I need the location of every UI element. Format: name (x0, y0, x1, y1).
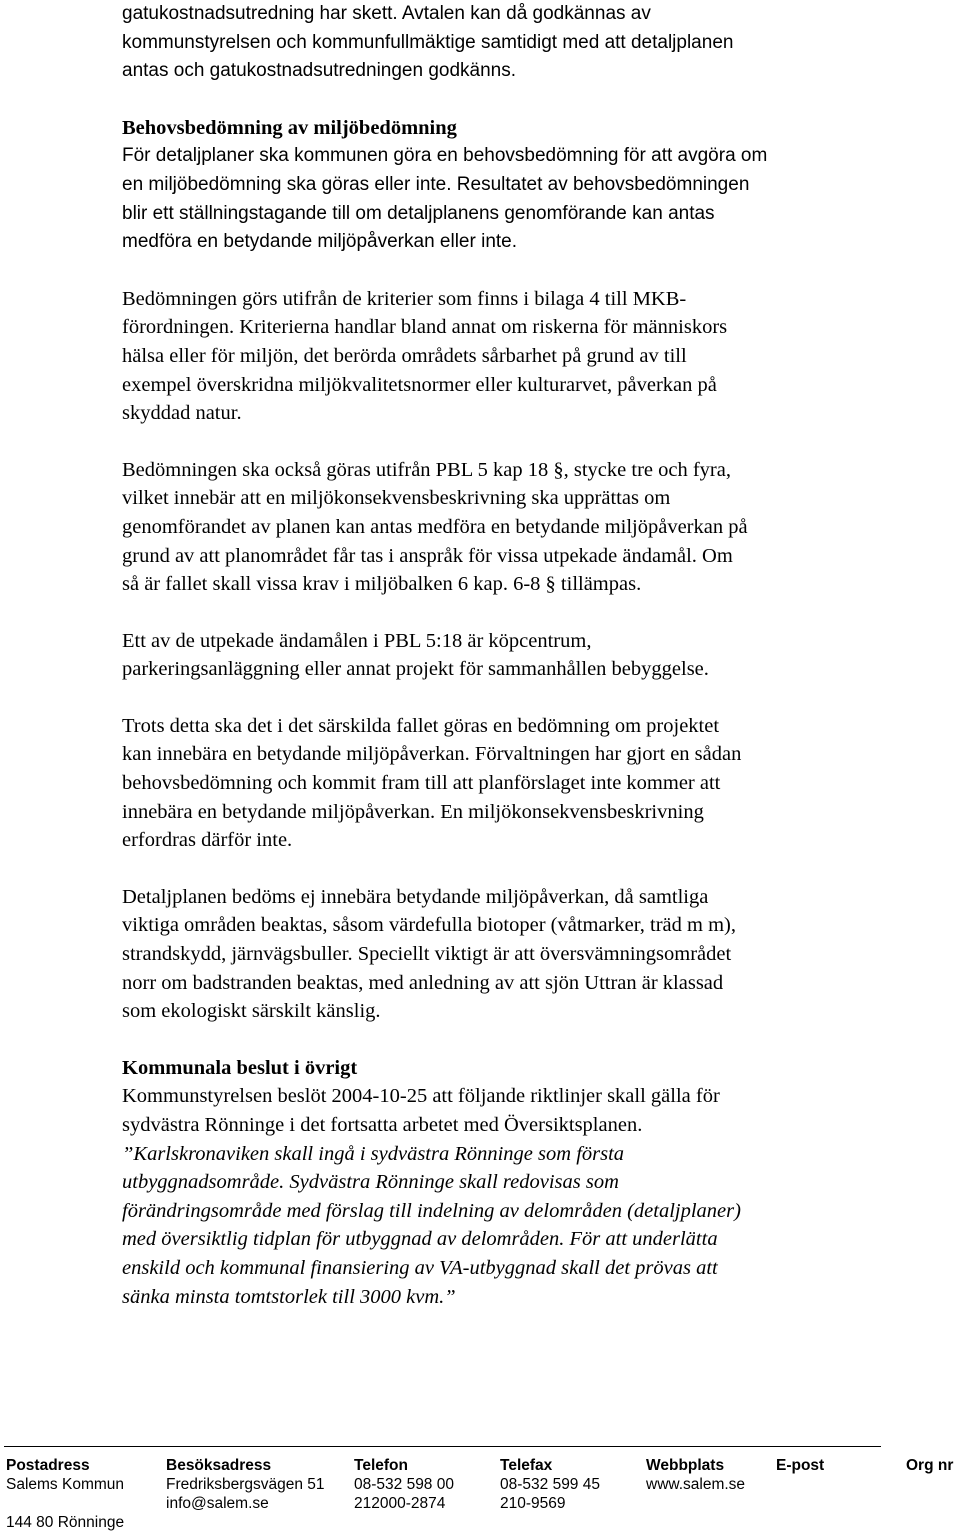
text-line: som ekologiskt särskilt känslig. (122, 1000, 381, 1023)
text-line: sänka minsta tomtstorlek till 3000 kvm.” (122, 1285, 456, 1308)
footer-orgnr-value: 212000-2874 (354, 1495, 446, 1512)
quote-riktlinjer (122, 1140, 892, 1312)
text-line: grund av att planområdet får tas i anspråk för vissa utpekade ändamål. Om (122, 544, 733, 567)
text-line: medföra en betydande miljöpåverkan eller inte. (122, 231, 518, 253)
footer-header-besoksadress: Besöksadress (166, 1457, 272, 1474)
footer-epost-link[interactable]: info@salem.se (166, 1495, 269, 1512)
paragraph-intro (122, 0, 892, 86)
text-line: Detaljplanen bedöms ej innebära betydande miljöpåverkan, då samtliga (122, 885, 709, 908)
text-line: För detaljplaner ska kommunen göra en behovsbedömning för att avgöra om (122, 145, 768, 167)
footer-header-telefax: Telefax (500, 1457, 553, 1474)
text-line (122, 171, 892, 200)
footer-header-postadress: Postadress (6, 1457, 90, 1474)
text-line: behovsbedömning och kommit fram till att planförslaget inte kommer att (122, 772, 721, 795)
footer-webbplats-link[interactable]: www.salem.se (646, 1476, 746, 1493)
text-line: utbyggnadsområde. Sydvästra Rönninge skall redovisas som (122, 1171, 619, 1194)
text-run: förordningen. (122, 316, 235, 339)
footer-postadress-name: Salems Kommun (6, 1476, 125, 1493)
footer-header-orgnr: Org nr (906, 1457, 954, 1474)
text-line: norr om badstranden beaktas, med anledning av att sjön Uttran är klassad (122, 971, 724, 994)
text-line: ”Karlskronaviken skall ingå i sydvästra Rönninge som första (122, 1142, 625, 1165)
text-line: Bedömningen görs utifrån de kriterier som finns i bilaga 4 till MKB- (122, 287, 687, 310)
footer-postgiro-value: 210-9569 (500, 1495, 566, 1512)
text-line: skyddad natur. (122, 402, 242, 425)
text-run: Kriterierna handlar bland annat om riskerna för människors (239, 316, 728, 339)
text-line: viktiga områden beaktas, såsom värdefulla biotoper (våtmarker, träd m m), (122, 914, 736, 937)
text-line: strandskydd, järnvägsbuller. Speciellt viktigt är att översvämningsområdet (122, 943, 732, 966)
footer-divider (4, 1446, 881, 1447)
text-line: förändringsområde med förslag till indelning av delområden (detaljplaner) (122, 1199, 741, 1222)
text-line: Trots detta ska det i det särskilda fallet göras en bedömning om projektet (122, 714, 720, 737)
paragraph-kriterier (122, 285, 892, 428)
footer-header-telefon: Telefon (354, 1457, 408, 1474)
paragraph-detaljplanen (122, 883, 892, 1026)
page-footer (0, 1456, 960, 1534)
footer-besoksadress: Fredriksbergsvägen 51 (166, 1476, 325, 1493)
text-line: vilket innebär att en miljökonsekvensbeskrivning ska upprättas om (122, 487, 671, 510)
footer-header-epost: E-post (776, 1457, 825, 1474)
text-line: Ett av de utpekade ändamålen i PBL 5:18 är köpcentrum, (122, 629, 592, 652)
paragraph-sarskilda-fallet (122, 712, 892, 855)
text-line: blir ett ställningstagande till om detaljplanens genomförande kan antas (122, 202, 715, 224)
text-run: Resultatet av behovsbedömningen (456, 173, 750, 195)
footer-header-webbplats: Webbplats (646, 1457, 725, 1474)
text-line: kan innebära en betydande miljöpåverkan. Förvaltningen har gjort en sådan (122, 743, 742, 766)
text-line: genomförandet av planen kan antas medföra en betydande miljöpåverkan på (122, 515, 748, 538)
text-line (122, 313, 892, 342)
text-line: Bedömningen ska också göras utifrån PBL 5 kap 18 §, stycke tre och fyra, (122, 458, 731, 481)
text-line: gatukostnadsutredning har skett. Avtalen kan då godkännas av (122, 3, 651, 24)
section-heading-behovsbedomning: Behovsbedömning av miljöbedömning (122, 116, 457, 139)
paragraph-pbl (122, 456, 892, 599)
text-line: parkeringsanläggning eller annat projekt för sammanhållen bebyggelse. (122, 658, 709, 681)
text-line: kommunstyrelsen och kommunfullmäktige samtidigt med att detaljplanen (122, 31, 734, 53)
text-run: en miljöbedömning ska göras eller inte. (122, 173, 452, 195)
paragraph-kommunstyrelsen (122, 1082, 892, 1139)
text-line: erfordras därför inte. (122, 829, 293, 852)
text-line: Kommunstyrelsen beslöt 2004-10-25 att följande riktlinjer skall gälla för (122, 1085, 720, 1108)
paragraph-utpekade-andamal (122, 627, 892, 684)
footer-telefon: 08-532 598 00 (354, 1476, 454, 1493)
text-line: enskild och kommunal finansiering av VA-utbyggnad skall det prövas att (122, 1256, 718, 1279)
footer-telefax: 08-532 599 45 (500, 1476, 600, 1493)
document-page (122, 0, 892, 1311)
footer-postadress-zip: 144 80 Rönninge (6, 1514, 125, 1531)
text-line: sydvästra Rönninge i det fortsatta arbetet med Översiktsplanen. (122, 1114, 643, 1136)
section-heading-kommunala-beslut: Kommunala beslut i övrigt (122, 1056, 358, 1079)
text-line: exempel överskridna miljökvalitetsnormer eller kulturarvet, påverkan på (122, 373, 717, 396)
text-line: med översiktlig tidplan för utbyggnad av delområden. För att underlätta (122, 1228, 718, 1251)
text-line: innebära en betydande miljöpåverkan. En miljökonsekvensbeskrivning (122, 800, 704, 823)
paragraph-behovsbedomning (122, 142, 892, 256)
text-line: så är fallet skall vissa krav i miljöbalken 6 kap. 6-8 § tillämpas. (122, 573, 642, 596)
text-line: hälsa eller för miljön, det berörda områdets sårbarhet på grund av till (122, 344, 687, 367)
text-line: antas och gatukostnadsutredningen godkänns. (122, 60, 517, 82)
